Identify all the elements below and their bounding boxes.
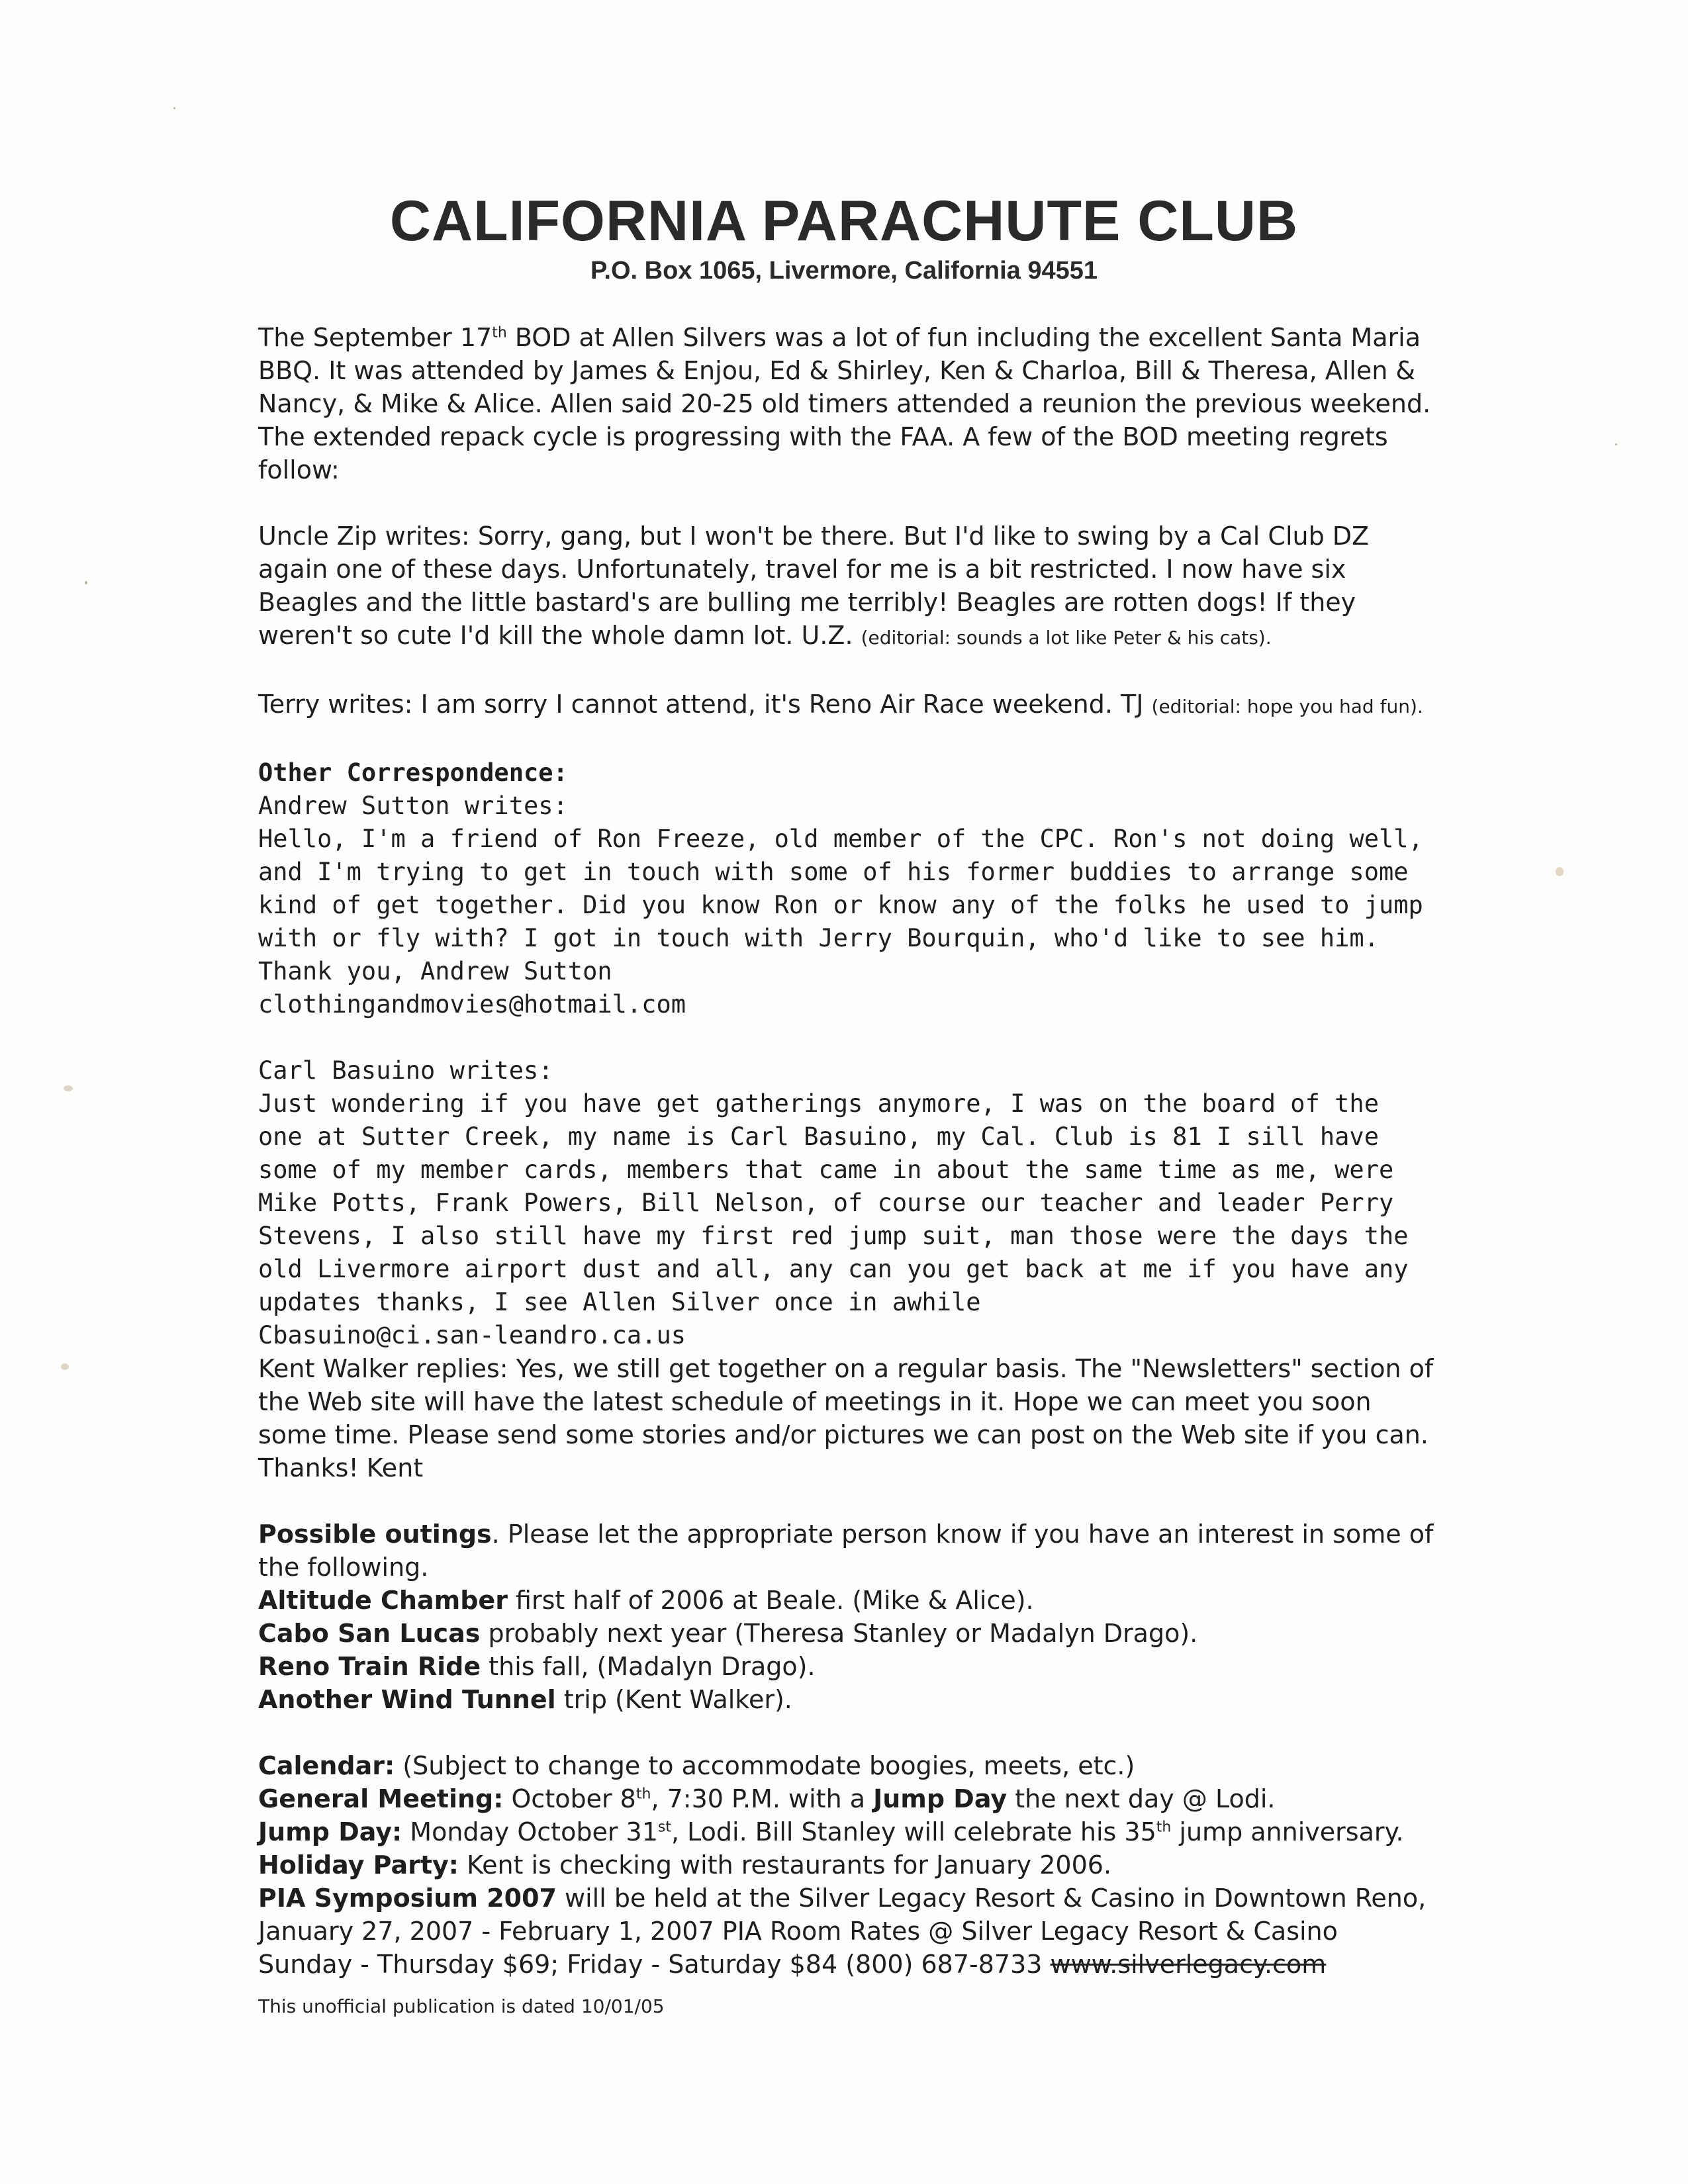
club-address: P.O. Box 1065, Livermore, California 94551 xyxy=(590,257,1098,285)
intro-text-a: The September 17 xyxy=(258,323,492,352)
outing-name: Cabo San Lucas xyxy=(258,1619,481,1648)
general-meeting-date: October 8 xyxy=(503,1784,636,1813)
outings-label: Possible outings xyxy=(258,1520,492,1549)
basuino-letter: Just wondering if you have get gatherings anymore, I was on the board of the one at Sutter Creek, my name is Carl Basuino, my Cal. Club is 81 I sill have some of my member cards, members that came in about the same time as me, were Mike Potts, Frank Powers, Bill Nelson, of course our teacher and leader Perry Stevens, I also still have my first red jump suit, man those were the days the old Livermore airport dust and all, any can you get back at me if you have any updates thanks, I see Allen Silver once in awhile xyxy=(258,1089,1409,1316)
outing-item xyxy=(258,1617,1436,1650)
basuino-email[interactable]: Cbasuino@ci.san-leandro.ca.us xyxy=(258,1321,686,1349)
general-meeting-label: General Meeting: xyxy=(258,1784,504,1813)
scan-speck xyxy=(85,581,87,584)
pia-symposium xyxy=(258,1882,1436,1981)
general-meeting xyxy=(258,1782,1436,1815)
intro-text-b: BOD at Allen Silvers was a lot of fun including the excellent Santa Maria BBQ. It was attended by James & Enjou, Ed & Shirley, Ken & Charloa, Bill & Theresa, Allen & Nancy, & Mike & Alice. Allen said 20-25 old timers attended a reunion the previous weekend. The extended repack cycle is progressing with the FAA. A few of the BOD meeting regrets follow: xyxy=(258,323,1431,484)
sutton-heading: Andrew Sutton writes: xyxy=(258,792,568,820)
uncle-zip-text: Uncle Zip writes: Sorry, gang, but I won't be there. But I'd like to swing by a Cal Club DZ again one of these days. Unfortunately, travel for me is a bit restricted. I now have six Beagles and the little bastard's are bulling me terribly! Beagles are rotten dogs! If they weren't so cute I'd kill the whole damn lot. U.Z. xyxy=(258,522,1370,650)
general-meeting-superscript: th xyxy=(635,1786,651,1803)
terry-editorial: (editorial: hope you had fun). xyxy=(1151,696,1423,717)
outing-item xyxy=(258,1683,1436,1716)
outings-intro xyxy=(258,1518,1436,1584)
uncle-zip-paragraph xyxy=(258,520,1436,655)
jump-day-superscript: st xyxy=(657,1819,671,1836)
intro-superscript: th xyxy=(492,324,507,341)
other-correspondence-heading: Other Correspondence: xyxy=(258,758,568,787)
outing-item xyxy=(258,1584,1436,1617)
club-title: CALIFORNIA PARACHUTE CLUB xyxy=(389,189,1299,253)
pia-symposium-text: will be held at the Silver Legacy Resort & Casino in Downtown Reno, January 27, 2007 - February 1, 2007 PIA Room Rates @ Silver Legacy Resort & Casino Sunday - Thursday $69; Friday - Saturday $84 (800) 687-8733 xyxy=(258,1884,1427,1979)
holiday-party-text: Kent is checking with restaurants for January 2006. xyxy=(458,1850,1112,1880)
calendar-note: (Subject to change to accommodate boogies, meets, etc.) xyxy=(395,1751,1135,1780)
holiday-party xyxy=(258,1848,1436,1882)
pia-symposium-label: PIA Symposium 2007 xyxy=(258,1884,557,1913)
jump-day-ref: Jump Day xyxy=(873,1784,1008,1813)
terry-paragraph xyxy=(258,688,1436,723)
outing-detail: trip (Kent Walker). xyxy=(555,1685,792,1714)
sutton-email[interactable]: clothingandmovies@hotmail.com xyxy=(258,990,686,1019)
basuino-heading: Carl Basuino writes: xyxy=(258,1056,553,1085)
scan-speck xyxy=(1615,443,1617,445)
outing-detail: this fall, (Madalyn Drago). xyxy=(481,1652,816,1681)
outing-detail: probably next year (Theresa Stanley or Madalyn Drago). xyxy=(480,1619,1198,1648)
general-meeting-location: the next day @ Lodi. xyxy=(1007,1784,1276,1813)
calendar-label: Calendar: xyxy=(258,1751,395,1780)
jump-day-text: , Lodi. Bill Stanley will celebrate his 35 xyxy=(671,1817,1156,1846)
uncle-zip-editorial: (editorial: sounds a lot like Peter & his cats). xyxy=(861,627,1272,649)
scan-speck xyxy=(64,1085,73,1091)
silver-legacy-link[interactable]: www.silverlegacy.com xyxy=(1050,1950,1327,1979)
jump-day-anniversary: jump anniversary. xyxy=(1171,1817,1404,1846)
scan-speck xyxy=(1556,867,1564,876)
publication-date: This unofficial publication is dated 10/01/05 xyxy=(258,1995,665,2017)
outing-item xyxy=(258,1650,1436,1683)
outing-detail: first half of 2006 at Beale. (Mike & Alice). xyxy=(507,1586,1034,1615)
other-correspondence-section xyxy=(258,756,1436,1352)
kent-reply: Kent Walker replies: Yes, we still get together on a regular basis. The "Newsletters" section of the Web site will have the latest schedule of meetings in it. Hope we can meet you soon some time. Please send some stories and/or pictures we can post on the Web site if you can. Thanks! Kent xyxy=(258,1354,1434,1482)
outing-name: Altitude Chamber xyxy=(258,1586,508,1615)
newsletter-body xyxy=(258,321,1436,1981)
sutton-letter: Hello, I'm a friend of Ron Freeze, old member of the CPC. Ron's not doing well, and I'm trying to get in touch with some of his former buddies to arrange some kind of get together. Did you know Ron or know any of the folks he used to jump with or fly with? I got in touch with Jerry Bourquin, who'd like to see him. Thank you, Andrew Sutton xyxy=(258,825,1423,985)
outing-name: Reno Train Ride xyxy=(258,1652,481,1681)
anniversary-superscript: th xyxy=(1156,1819,1172,1836)
scan-speck xyxy=(173,107,175,109)
jump-day-label: Jump Day: xyxy=(258,1817,402,1846)
jump-day xyxy=(258,1815,1436,1848)
calendar-heading xyxy=(258,1749,1436,1782)
outing-name: Another Wind Tunnel xyxy=(258,1685,556,1714)
general-meeting-time: , 7:30 P.M. with a xyxy=(651,1784,874,1813)
outings-intro-text: . Please let the appropriate person know if you have an interest in some of the following. xyxy=(258,1520,1434,1582)
holiday-party-label: Holiday Party: xyxy=(258,1850,459,1880)
jump-day-date: Monday October 31 xyxy=(402,1817,658,1846)
scan-speck xyxy=(61,1363,69,1370)
terry-text: Terry writes: I am sorry I cannot attend, it's Reno Air Race weekend. TJ xyxy=(258,690,1152,719)
intro-paragraph xyxy=(258,321,1436,486)
